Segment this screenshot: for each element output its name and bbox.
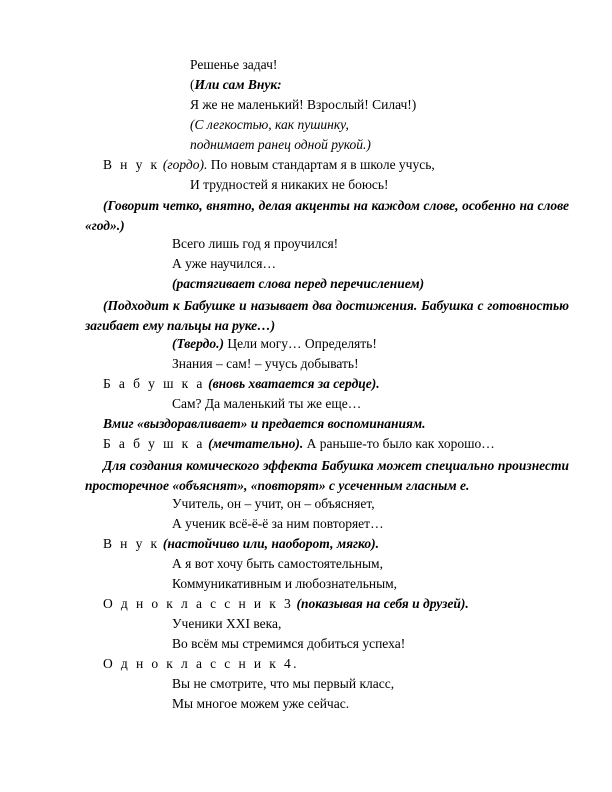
verse-text: Цели могу… Определять!: [224, 336, 377, 351]
stage-direction: (показывая на себя и друзей).: [293, 596, 469, 611]
verse-line: Всего лишь год я проучился!: [172, 236, 339, 251]
stage-direction: поднимает ранец одной рукой.): [190, 137, 371, 152]
stage-direction: [190, 77, 282, 93]
stage-direction: (гордо).: [162, 157, 208, 172]
stage-direction: (С легкостью, как пушинку,: [190, 117, 349, 132]
speaker-line: [103, 436, 495, 452]
verse-line: Мы многое можем уже сейчас.: [172, 696, 350, 711]
verse-line: [172, 336, 377, 352]
stage-direction: (растягивает слова перед перечислением): [172, 276, 425, 291]
speaker-name: О д н о к л а с с н и к 4.: [103, 656, 299, 671]
stage-direction: (настойчиво или, наоборот, мягко).: [159, 536, 379, 551]
verse-line: Сам? Да маленький ты же еще…: [172, 396, 362, 411]
verse-line: И трудностей я никаких не боюсь!: [190, 177, 389, 192]
stage-direction: Вмиг «выздоравливает» и предается воспоминаниям.: [103, 416, 426, 431]
verse-line: Вы не смотрите, что мы первый класс,: [172, 676, 395, 691]
verse-text: А раньше-то было как хорошо…: [303, 436, 495, 451]
verse-line: Решенье задач!: [190, 57, 278, 72]
stage-direction: (Твердо.): [172, 336, 225, 351]
verse-line: А ученик всё-ё-ё за ним повторяет…: [172, 516, 384, 531]
verse-line: Знания – сам! – учусь добывать!: [172, 356, 359, 371]
speaker-line: [103, 656, 299, 672]
stage-direction: (вновь хватается за сердце).: [204, 376, 380, 391]
stage-direction-paragraph: Для создания комического эффекта Бабушка может специально произнести просторечное «объяснят», «повторят» с усеченным гласным е.: [85, 458, 569, 493]
speaker-line: [103, 596, 469, 612]
stage-direction: (мечтательно).: [204, 436, 304, 451]
speaker-name: В н у к: [103, 536, 160, 551]
verse-line: Ученики XXI века,: [172, 616, 282, 631]
verse-line: Во всём мы стремимся добиться успеха!: [172, 636, 406, 651]
stage-direction-text: Или сам Внук:: [194, 77, 282, 92]
stage-direction-paragraph: (Подходит к Бабушке и называет два достижения. Бабушка с готовностью загибает ему пальцы на руке…): [85, 298, 569, 333]
paren: (: [190, 77, 195, 92]
speaker-name: Б а б у ш к а: [103, 436, 205, 451]
verse-line: Я же не маленький! Взрослый! Силач!): [190, 97, 417, 112]
verse-line: А я вот хочу быть самостоятельным,: [172, 556, 383, 571]
verse-line: А уже научился…: [172, 256, 276, 271]
speaker-name: О д н о к л а с с н и к 3: [103, 596, 294, 611]
verse-text: По новым стандартам я в школе учусь,: [207, 157, 435, 172]
speaker-line: [103, 536, 379, 552]
speaker-line: [103, 376, 380, 392]
stage-direction-paragraph: (Говорит четко, внятно, делая акценты на каждом слове, особенно на слове «год».): [85, 198, 569, 233]
speaker-name: В н у к: [103, 157, 160, 172]
verse-line: Коммуникативным и любознательным,: [172, 576, 398, 591]
speaker-name: Б а б у ш к а: [103, 376, 205, 391]
speaker-line: [103, 157, 435, 173]
verse-line: Учитель, он – учит, он – объясняет,: [172, 496, 375, 511]
